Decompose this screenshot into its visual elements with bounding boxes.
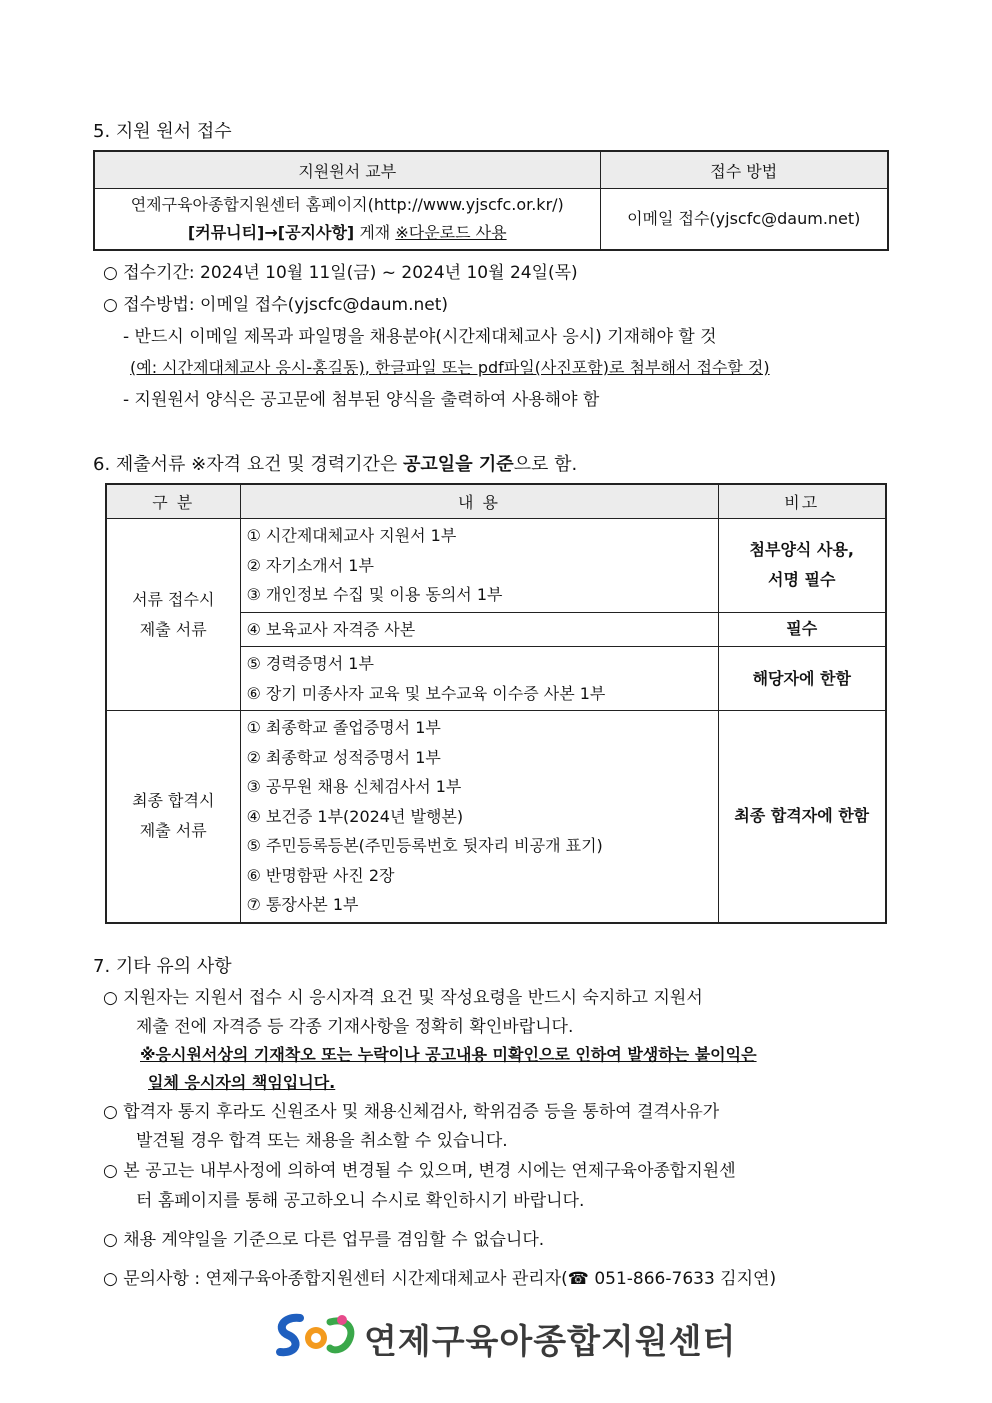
col-header-distribution: 지원원서 교부 — [94, 151, 600, 189]
items-group-c — [240, 647, 718, 711]
list-item: ① 최종학교 졸업증명서 1부 — [246, 718, 441, 737]
logo-text: 연제구육아종합지원센터 — [364, 1322, 737, 1362]
list-item: ② 최종학교 성적증명서 1부 — [246, 747, 441, 767]
category-final-line2: 제출 서류 — [139, 821, 207, 841]
col-header-method: 접수 방법 — [600, 151, 888, 189]
download-note: ※다운로드 사용 — [395, 223, 507, 242]
logo-mark-icon — [272, 1308, 362, 1364]
posted-text: 게재 — [354, 223, 396, 242]
documents-table — [105, 483, 887, 924]
section6-note-b: 공고일을 기준 — [403, 454, 514, 475]
list-item: ⑤ 경력증명서 1부 — [246, 654, 374, 673]
notice-path-line — [99, 219, 596, 247]
notice-p1-line2: 제출 전에 자격증 등 각종 기재사항을 정확히 확인바랍니다. — [136, 1017, 574, 1037]
email-rule-line: - 반드시 이메일 제목과 파일명을 채용분야(시간제대체교사 응시) 기재해야 할 것 — [123, 327, 717, 347]
list-item: ④ 보건증 1부(2024년 발행본) — [246, 806, 464, 826]
form-rule-line: - 지원원서 양식은 공고문에 첨부된 양식을 출력하여 사용해야 함 — [123, 390, 600, 410]
section5-heading: 5. 지원 원서 접수 — [93, 121, 232, 142]
header-note: 비고 — [718, 484, 886, 519]
list-item: ① 시간제대체교사 지원서 1부 — [246, 526, 457, 545]
note-applicable: 해당자에 한함 — [718, 647, 886, 711]
warning-line1: ※응시원서상의 기재착오 또는 누락이나 공고내용 미확인으로 인하여 발생하는 불이익은 — [140, 1045, 757, 1064]
distribution-cell — [94, 189, 600, 251]
notice-p4: ○ 채용 계약일을 기준으로 다른 업무를 겸임할 수 없습니다. — [103, 1230, 545, 1250]
note-final: 최종 합격자에 한함 — [718, 711, 886, 923]
method-line: ○ 접수방법: 이메일 접수(yjscfc@daum.net) — [103, 295, 448, 315]
category-application-line2: 제출 서류 — [139, 619, 207, 639]
items-group-b — [240, 612, 718, 647]
section6-note-a: ※자격 요건 및 경력기간은 — [191, 454, 404, 475]
category-application — [106, 519, 240, 711]
category-final-line1: 최종 합격시 — [132, 791, 215, 811]
notice-p5: ○ 문의사항 : 연제구육아종합지원센터 시간제대체교사 관리자(☎ 051-866-7633 김지연) — [103, 1269, 777, 1289]
email-example-line: (예: 시간제대체교사 응시-홍길동), 한글파일 또는 pdf파일(사진포함)로 첨부해서 접수할 것) — [130, 358, 770, 377]
note-required: 필수 — [718, 612, 886, 647]
note-line1: 첨부양식 사용, — [749, 540, 854, 560]
notice-p2-line2: 발견될 경우 합격 또는 채용을 취소할 수 있습니다. — [136, 1131, 508, 1151]
center-logo — [272, 1308, 737, 1364]
notice-p3-line1: ○ 본 공고는 내부사정에 의하여 변경될 수 있으며, 변경 시에는 연제구육아종합지원센 — [103, 1161, 736, 1181]
items-final — [240, 711, 718, 923]
section6-note-c: 으로 함. — [513, 454, 578, 475]
section6-heading — [93, 450, 577, 476]
notice-p3-line2: 터 홈페이지를 통해 공고하오니 수시로 확인하시기 바랍니다. — [136, 1191, 585, 1211]
list-item: ⑤ 주민등록등본(주민등록번호 뒷자리 비공개 표기) — [246, 836, 603, 855]
header-category: 구 분 — [106, 484, 240, 519]
list-item: ⑥ 반명함판 사진 2장 — [246, 865, 395, 885]
list-item: ⑦ 통장사본 1부 — [246, 895, 359, 914]
note-line2: 서명 필수 — [768, 570, 836, 590]
section7-heading: 7. 기타 유의 사항 — [93, 956, 232, 977]
list-item: ② 자기소개서 1부 — [246, 555, 374, 575]
homepage-line: 연제구육아종합지원센터 홈페이지(http://www.yjscfc.or.kr/) — [130, 195, 564, 214]
note-form-signature — [718, 519, 886, 613]
category-application-line1: 서류 접수시 — [132, 589, 215, 609]
header-content: 내 용 — [240, 484, 718, 519]
notice-p2-line1: ○ 합격자 통지 후라도 신원조사 및 채용신체검사, 학위검증 등을 통하여 결격사유가 — [103, 1102, 720, 1122]
notice-path: [커뮤니티]→[공지사항] — [187, 223, 355, 242]
list-item: ⑥ 장기 미종사자 교육 및 보수교육 이수증 사본 1부 — [246, 683, 606, 703]
list-item: ④ 보육교사 자격증 사본 — [246, 619, 416, 639]
list-item: ③ 개인정보 수집 및 이용 동의서 1부 — [246, 585, 503, 604]
category-final — [106, 711, 240, 923]
items-group-a — [240, 519, 718, 613]
list-item: ③ 공무원 채용 신체검사서 1부 — [246, 777, 462, 796]
method-cell: 이메일 접수(yjscfc@daum.net) — [600, 189, 888, 251]
application-table — [93, 150, 889, 251]
warning-line2: 일체 응시자의 책임입니다. — [148, 1073, 336, 1092]
notice-p1-line1: ○ 지원자는 지원서 접수 시 응시자격 요건 및 작성요령을 반드시 숙지하고 지원서 — [103, 988, 703, 1008]
section6-heading-text: 6. 제출서류 — [93, 454, 192, 475]
period-line: ○ 접수기간: 2024년 10월 11일(금) ~ 2024년 10월 24일(목) — [103, 263, 578, 283]
